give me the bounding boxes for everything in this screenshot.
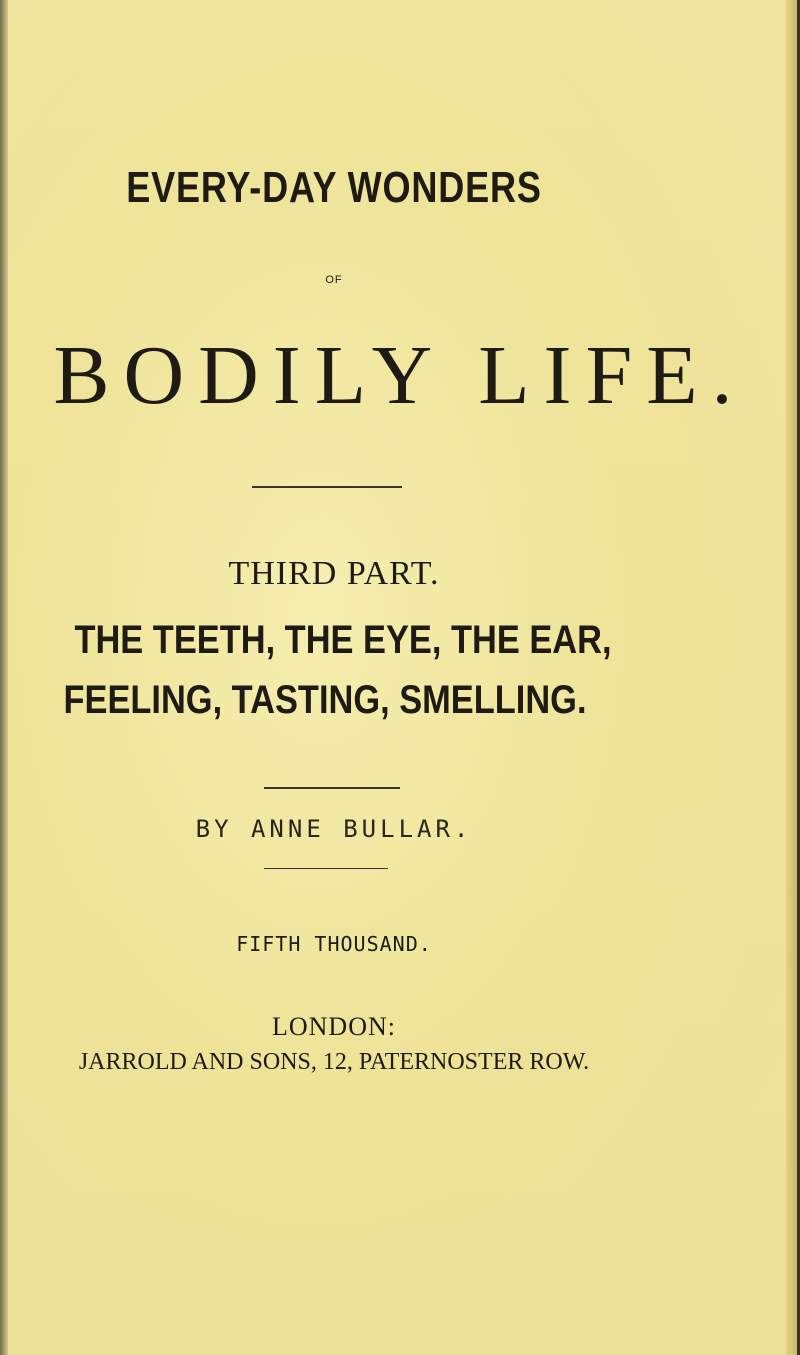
imprint-place: LONDON: (272, 1012, 396, 1041)
edition-line: FIFTH THOUSAND. (236, 932, 432, 956)
divider-rule-3 (264, 868, 388, 869)
page-left-edge (0, 0, 8, 1355)
divider-rule-2 (264, 787, 400, 789)
title-line-1: EVERY-DAY WONDERS (126, 163, 542, 212)
imprint-publisher: JARROLD AND SONS, 12, PATERNOSTER ROW. (78, 1049, 590, 1075)
divider-rule-1 (252, 486, 402, 488)
title-of: OF (325, 274, 343, 286)
subtitle-line-2: FEELING, TASTING, SMELLING. (63, 678, 587, 722)
title-line-2: BODILY LIFE. (53, 329, 747, 422)
part-heading: THIRD PART. (228, 555, 440, 592)
author-line: BY ANNE BULLAR. (195, 815, 473, 843)
subtitle-line-1: THE TEETH, THE EYE, THE EAR, (74, 618, 612, 662)
